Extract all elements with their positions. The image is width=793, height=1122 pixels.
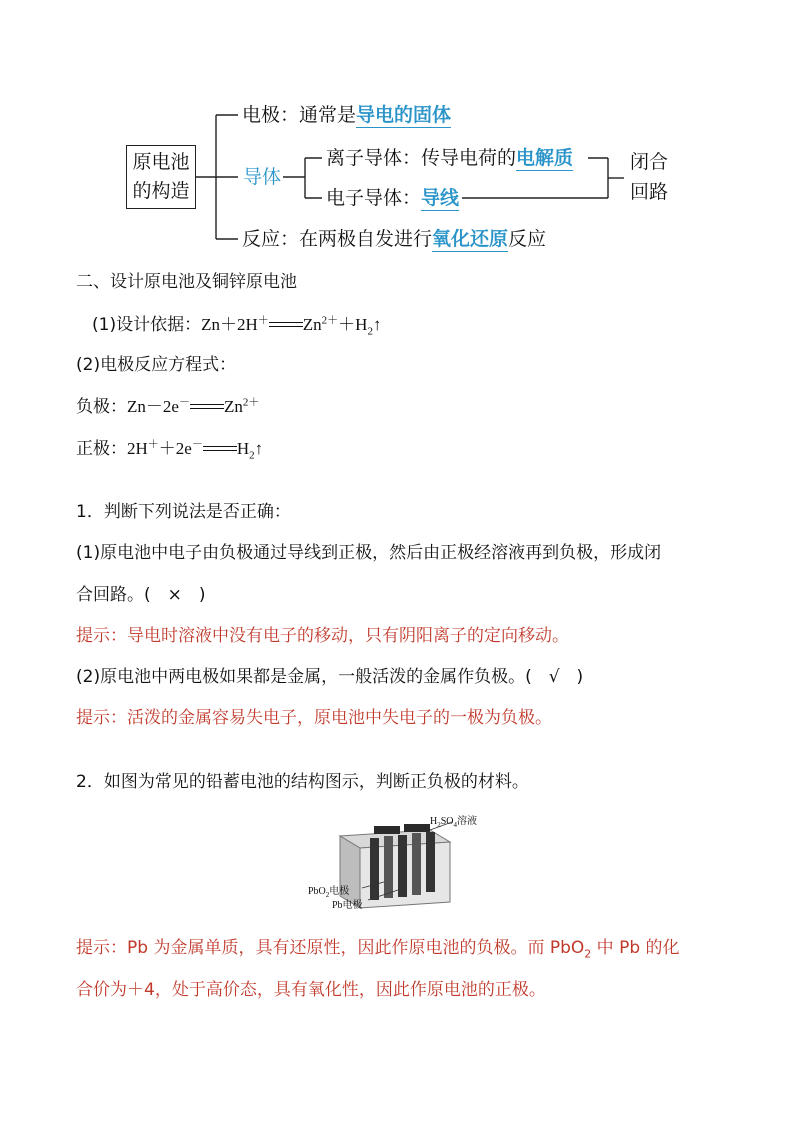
label-pb-electrode: Pb电极: [332, 900, 363, 911]
concept-root-box: [126, 145, 196, 209]
concept-root-line2: 的构造: [132, 180, 190, 202]
q1-hint1: 提示：导电时溶液中没有电子的移动，只有阴阳离子的定向移动。: [76, 626, 569, 646]
q1-hint2: 提示：活泼的金属容易失电子，原电池中失电子的一极为负极。: [76, 708, 552, 728]
negative-electrode-line: [76, 395, 259, 419]
concept-reaction: [242, 227, 546, 251]
label-pbo2-electrode: PbO$_2$电极: [308, 886, 350, 899]
lead-acid-battery-figure: [300, 808, 500, 913]
negative-electrode-label: 负极：: [76, 397, 127, 417]
concept-conductor: 导体: [243, 166, 282, 188]
section2-title: 二、设计原电池及铜锌原电池: [76, 272, 297, 292]
concept-electrode-key: 导电的固体: [356, 104, 452, 126]
design-basis-equation: Zn＋2H＋ $Zn^{2+}+H_2↑$: [201, 314, 382, 338]
concept-electrode: [242, 103, 451, 127]
concept-ionic-prefix: 离子导体：传导电荷的: [326, 147, 517, 169]
negative-electrode-equation: Zn－2e－ $Zn^{2+}$: [127, 397, 259, 416]
q1-statement1-line2: 合回路。( × ): [76, 585, 206, 605]
concept-closed-loop-line2: 回路: [630, 181, 669, 203]
concept-reaction-suffix: 反应: [508, 228, 547, 250]
positive-electrode-equation: 2H＋＋2e－ $H_2↑$: [127, 438, 264, 462]
q1-statement1-line1: (1)原电池中电子由负极通过导线到正极，然后由正极经溶液再到负极，形成闭: [76, 543, 662, 563]
concept-root-line1: 原电池: [132, 151, 190, 173]
concept-electronic-prefix: 电子导体：: [326, 187, 422, 209]
q1-title: 1．判断下列说法是否正确：: [76, 502, 291, 522]
q1-statement2: (2)原电池中两电极如果都是金属，一般活泼的金属作负极。( √ ): [76, 667, 584, 687]
positive-electrode-label: 正极：: [76, 439, 127, 459]
concept-closed-loop-line1: 闭合: [630, 151, 669, 173]
concept-electronic-key: 导线: [421, 187, 460, 209]
q2-title: 2．如图为常见的铅蓄电池的结构图示，判断正负极的材料。: [76, 772, 529, 792]
concept-electronic-conductor: [326, 186, 459, 210]
concept-ionic-key: 电解质: [516, 147, 574, 169]
q2-hint-line1: 提示：Pb 为金属单质，具有还原性，因此作原电池的负极。而 PbO$_2$ 中 Pb 的化: [76, 938, 680, 961]
q2-hint-line2: 合价为＋4，处于高价态，具有氧化性，因此作原电池的正极。: [76, 980, 546, 1000]
label-sulfuric-acid: $H_2SO_4$溶液: [430, 816, 478, 829]
design-basis-line: [92, 313, 381, 337]
concept-reaction-prefix: 反应：在两极自发进行: [242, 228, 433, 250]
concept-reaction-key: 氧化还原: [432, 228, 509, 250]
positive-electrode-line: [76, 437, 263, 461]
design-basis-label: (1)设计依据：: [92, 315, 202, 335]
concept-map: [0, 0, 793, 260]
concept-electrode-prefix: 电极：通常是: [242, 104, 357, 126]
concept-map-connectors: [0, 0, 793, 260]
concept-ionic-conductor: [326, 146, 573, 170]
electrode-equation-label: (2)电极反应方程式：: [76, 355, 237, 375]
